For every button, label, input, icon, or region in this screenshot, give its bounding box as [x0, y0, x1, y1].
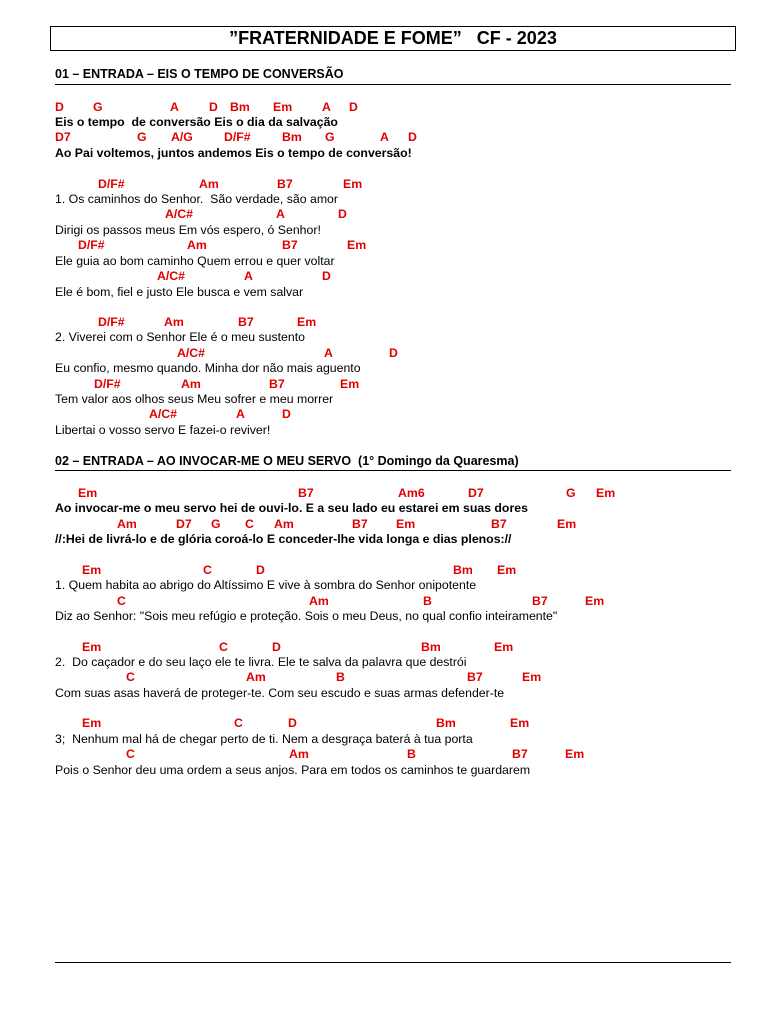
chord-line	[55, 377, 360, 392]
chord-line	[55, 130, 417, 145]
chord: Am	[246, 670, 266, 684]
lyric-line: Ele guia ao bom caminho Quem errou e quer voltar	[55, 254, 335, 268]
chord: Em	[497, 563, 517, 577]
chord: D	[256, 563, 265, 577]
lyric-line: Ele é bom, fiel e justo Ele busca e vem salvar	[55, 285, 304, 299]
chord: C	[126, 670, 135, 684]
chord: Bm	[282, 130, 302, 144]
chord: G	[93, 100, 103, 114]
chord: D7	[55, 130, 71, 144]
lyric-line: //:Hei de livrá-lo e de glória coroá-lo E conceder-lhe vida longa e dias plenos://	[55, 532, 512, 546]
lyric-line: 2. Viverei com o Senhor Ele é o meu sustento	[55, 330, 305, 344]
chord: C	[219, 640, 228, 654]
chord: D	[322, 269, 331, 283]
chord: Em	[78, 486, 98, 500]
chord: B	[336, 670, 345, 684]
chord: Em	[510, 716, 530, 730]
footer-rule	[55, 962, 731, 963]
chord: D7	[176, 517, 192, 531]
chord: Am	[164, 315, 184, 329]
lyric-line: Eu confio, mesmo quando. Minha dor não mais aguento	[55, 361, 361, 375]
chord: Em	[343, 177, 363, 191]
chord-line	[55, 315, 317, 330]
chord: A/C#	[157, 269, 186, 283]
chord: Em	[82, 640, 102, 654]
chord: Bm	[421, 640, 441, 654]
chord: D/F#	[224, 130, 251, 144]
chord: B7	[352, 517, 368, 531]
lyric-line: Ao invocar-me o meu servo hei de ouvi-lo. E a seu lado eu estarei em suas dores	[55, 501, 528, 515]
chord: Em	[396, 517, 416, 531]
song-1-heading: 01 – ENTRADA – EIS O TEMPO DE CONVERSÃO	[55, 67, 344, 81]
chord: D	[282, 407, 291, 421]
chord-line	[55, 563, 517, 578]
chord: B7	[491, 517, 507, 531]
lyric-line: Diz ao Senhor: "Sois meu refúgio e proteção. Sois o meu Deus, no qual confio inteiramente"	[55, 609, 558, 623]
lyric-line: 1. Os caminhos do Senhor. São verdade, são amor	[55, 192, 338, 206]
chord: Em	[522, 670, 542, 684]
chord: C	[245, 517, 254, 531]
chord: C	[117, 594, 126, 608]
chord: Bm	[453, 563, 473, 577]
chord-line	[55, 640, 514, 655]
chord: D	[389, 346, 398, 360]
chord-line	[55, 517, 577, 532]
lyric-line: 3; Nenhum mal há de chegar perto de ti. Nem a desgraça baterá à tua porta	[55, 732, 473, 746]
chord: D	[272, 640, 281, 654]
chord: A	[380, 130, 389, 144]
chord: Em	[347, 238, 367, 252]
lyric-line: 2. Do caçador e do seu laço ele te livra. Ele te salva da palavra que destrói	[55, 655, 467, 669]
chord: D/F#	[94, 377, 121, 391]
chord: B7	[512, 747, 528, 761]
chord: D	[408, 130, 417, 144]
chord: Am	[187, 238, 207, 252]
chord: Am	[199, 177, 219, 191]
chord: Am	[309, 594, 329, 608]
lyric-line: Pois o Senhor deu uma ordem a seus anjos. Para em todos os caminhos te guardarem	[55, 763, 531, 777]
chord: G	[211, 517, 221, 531]
chord: B7	[532, 594, 548, 608]
chord-line	[55, 269, 331, 284]
chord: Em	[273, 100, 293, 114]
chord: A	[322, 100, 331, 114]
chord: Em	[494, 640, 514, 654]
chord-line	[55, 670, 542, 685]
chord: A	[276, 207, 285, 221]
chord: B	[407, 747, 416, 761]
chord: D/F#	[98, 315, 125, 329]
lyric-line: Tem valor aos olhos seus Meu sofrer e meu morrer	[55, 392, 334, 406]
chord-line	[55, 594, 605, 609]
chord-line	[55, 407, 291, 422]
chord: A	[244, 269, 253, 283]
chord-line	[55, 747, 585, 762]
chord: A/C#	[149, 407, 178, 421]
chord: B7	[277, 177, 293, 191]
lyric-line: Eis o tempo de conversão Eis o dia da salvação	[55, 115, 338, 129]
chord: D	[349, 100, 358, 114]
chord: D	[55, 100, 64, 114]
lyric-line: Ao Pai voltemos, juntos andemos Eis o tempo de conversão!	[55, 146, 412, 160]
chord: Em	[297, 315, 317, 329]
chord-line	[55, 238, 367, 253]
chord: B7	[269, 377, 285, 391]
chord: A/C#	[165, 207, 194, 221]
chord: A	[170, 100, 179, 114]
chord: A	[236, 407, 245, 421]
chord: A	[324, 346, 333, 360]
chord: D	[338, 207, 347, 221]
chord: B7	[238, 315, 254, 329]
chord-line	[55, 486, 616, 501]
chord: C	[203, 563, 212, 577]
chord: Am	[274, 517, 294, 531]
chord: Am	[181, 377, 201, 391]
song-2-rule	[55, 470, 731, 471]
chord: G	[137, 130, 147, 144]
chord: D	[209, 100, 218, 114]
song-2-heading: 02 – ENTRADA – AO INVOCAR-ME O MEU SERVO (1° Domingo da Quaresma)	[55, 454, 519, 468]
chord-line	[55, 207, 347, 222]
chord: C	[234, 716, 243, 730]
chord: Em	[596, 486, 616, 500]
lyric-line: Com suas asas haverá de proteger-te. Com seu escudo e suas armas defender-te	[55, 686, 505, 700]
lyric-line: Dirigi os passos meus Em vós espero, ó Senhor!	[55, 223, 321, 237]
page-title: ”FRATERNIDADE E FOME” CF - 2023	[50, 26, 736, 51]
chord: D/F#	[98, 177, 125, 191]
chord: Em	[82, 563, 102, 577]
chord: D7	[468, 486, 484, 500]
chord: Bm	[230, 100, 250, 114]
chord: C	[126, 747, 135, 761]
chord: A/C#	[177, 346, 206, 360]
chord: Am	[117, 517, 137, 531]
chord: Am6	[398, 486, 425, 500]
chord-line	[55, 346, 398, 361]
chord: Em	[340, 377, 360, 391]
chord: B7	[298, 486, 314, 500]
chord: G	[566, 486, 576, 500]
lyric-line: 1. Quem habita ao abrigo do Altíssimo E vive à sombra do Senhor onipotente	[55, 578, 477, 592]
chord: Em	[557, 517, 577, 531]
song-1-rule	[55, 84, 731, 85]
lyric-line: Libertai o vosso servo E fazei-o reviver!	[55, 423, 271, 437]
chord: D/F#	[78, 238, 105, 252]
chord: Em	[82, 716, 102, 730]
chord-line	[55, 100, 358, 115]
chord: Bm	[436, 716, 456, 730]
chord: B7	[282, 238, 298, 252]
chord: Am	[289, 747, 309, 761]
chord: B	[423, 594, 432, 608]
chord-line	[55, 177, 363, 192]
chord: A/G	[171, 130, 193, 144]
chord-line	[55, 716, 530, 731]
chord: Em	[585, 594, 605, 608]
chord: B7	[467, 670, 483, 684]
chord: G	[325, 130, 335, 144]
chord: D	[288, 716, 297, 730]
chord: Em	[565, 747, 585, 761]
